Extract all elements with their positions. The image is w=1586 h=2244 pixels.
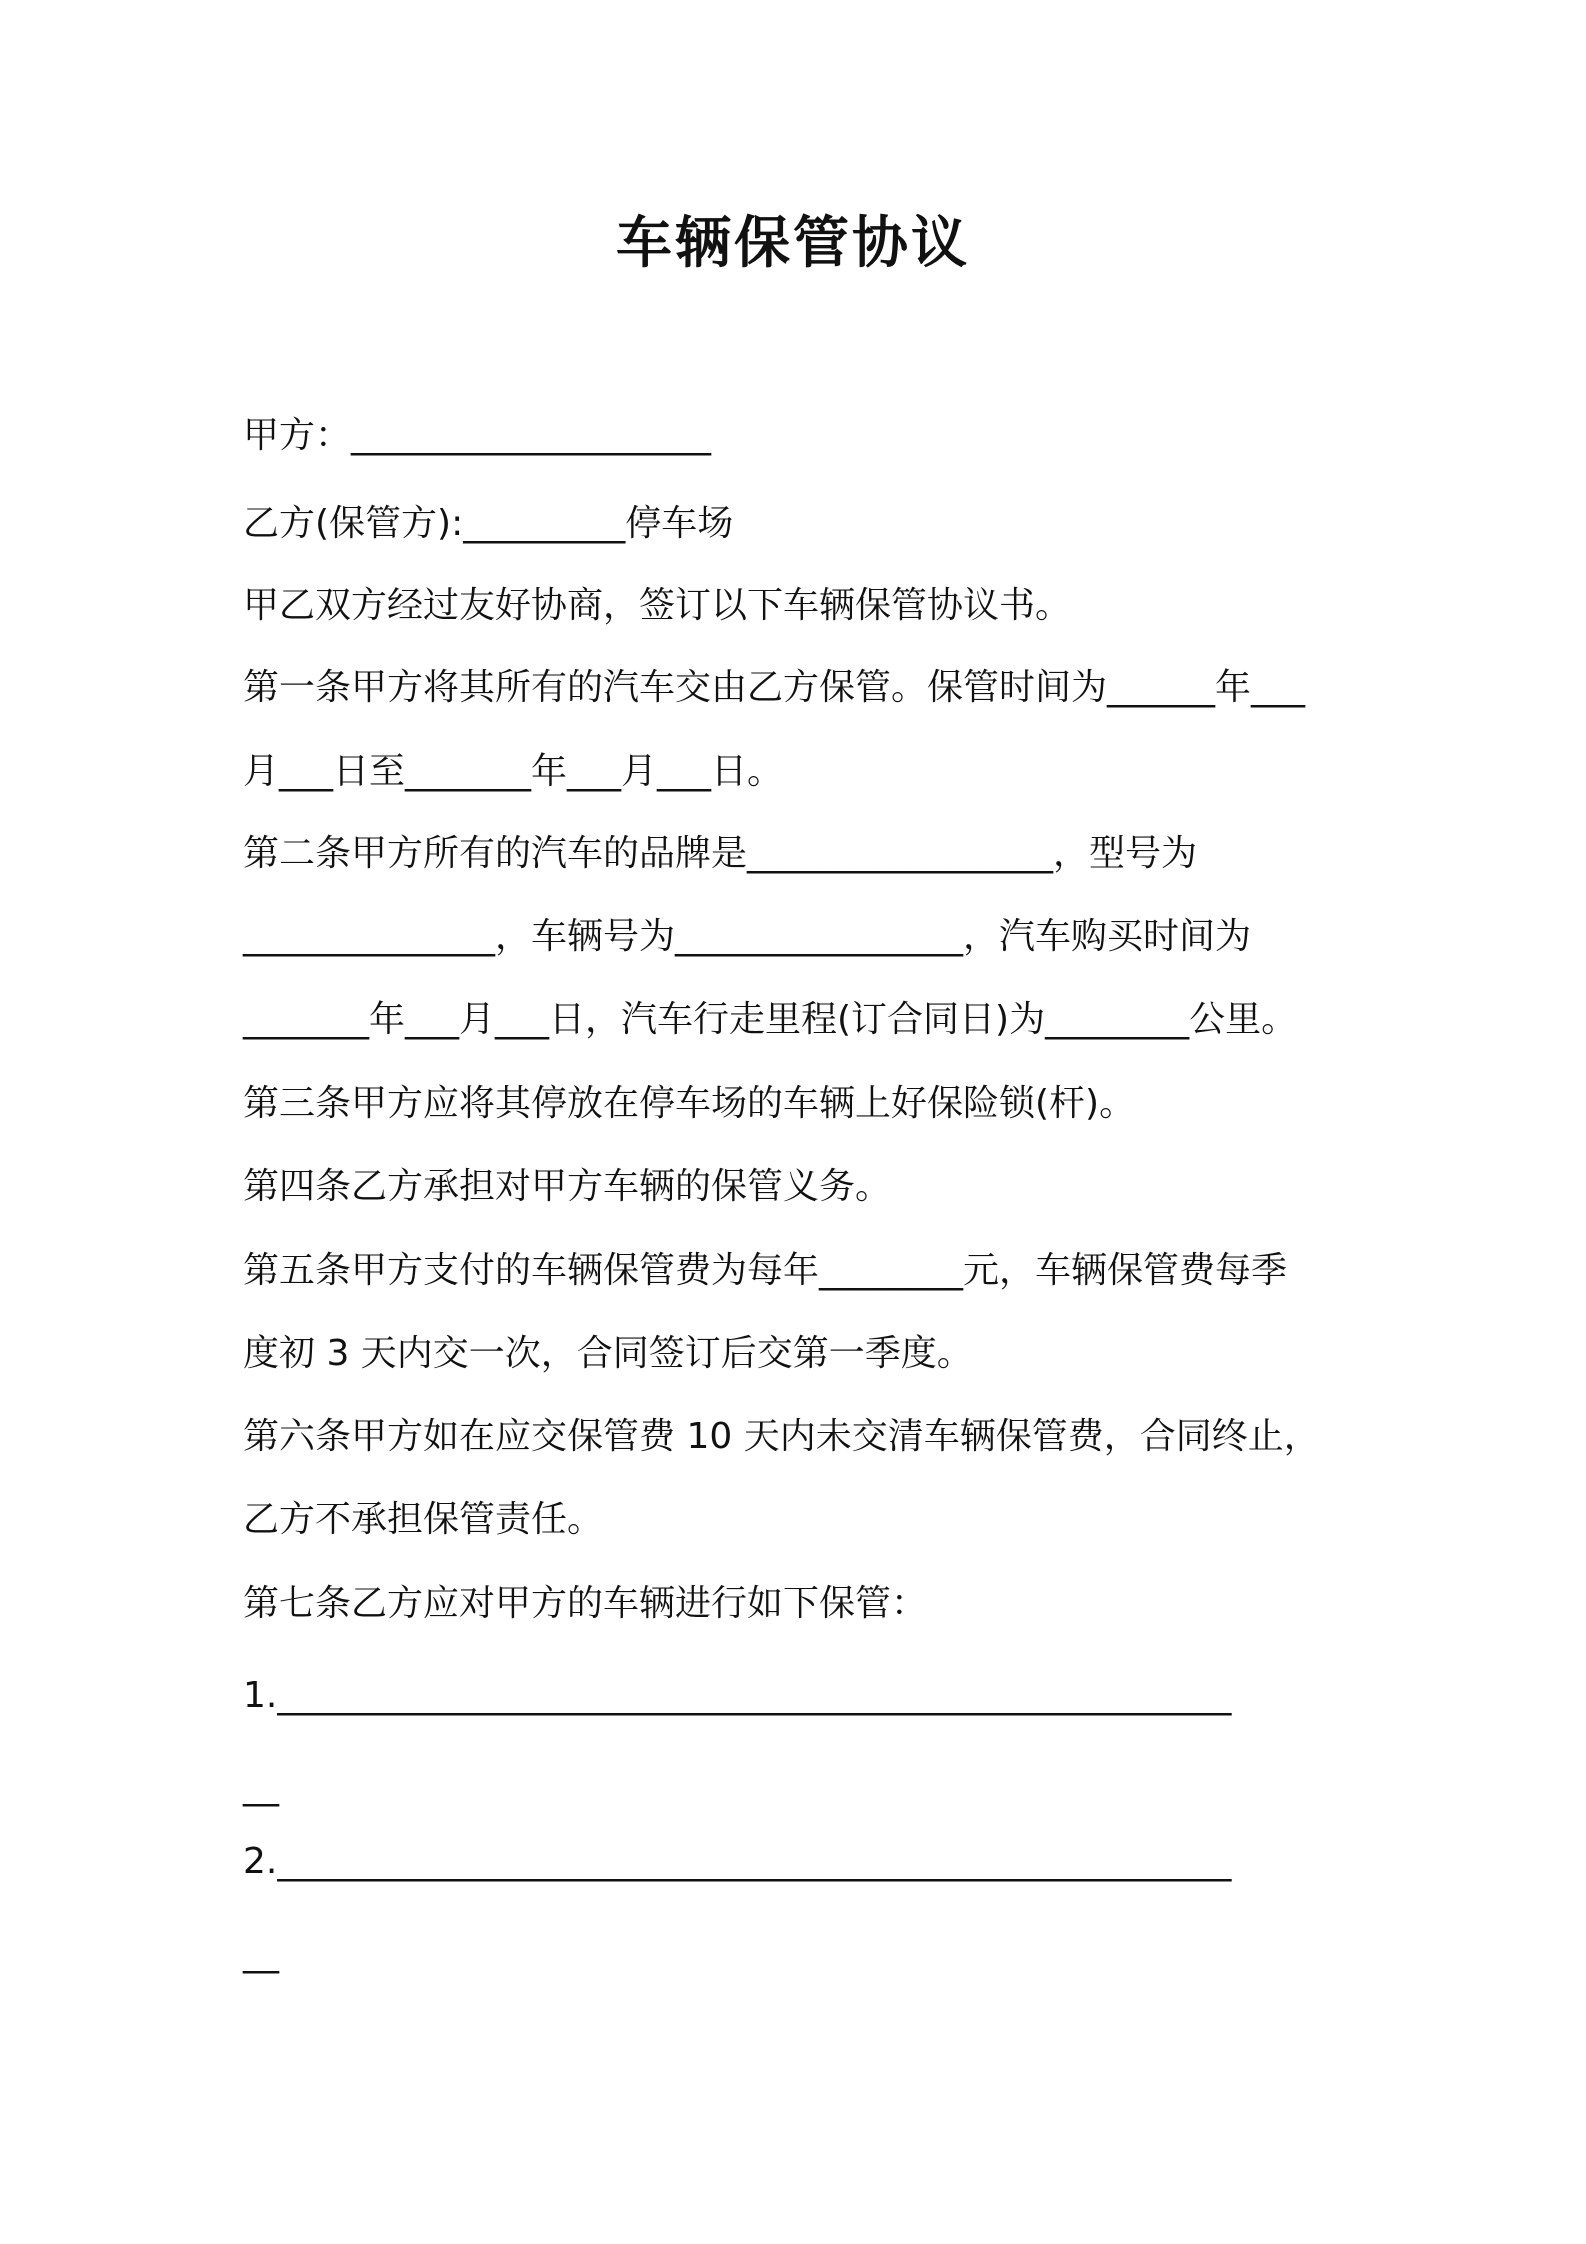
article-1-line-2: 月___日至_______年___月___日。 [243,751,784,792]
clause-1-line-2: __ [243,1766,279,1807]
party-a-line: 甲方：____________________ [243,415,712,456]
article-6-line-2: 乙方不承担保管责任。 [243,1499,604,1540]
clause-2-line-1: 2._____________________________________________________ [243,1841,1232,1882]
preamble-line: 甲乙双方经过友好协商，签订以下车辆保管协议书。 [243,585,1072,626]
article-2-line-2: ______________，车辆号为________________，汽车购买时间为 [243,916,1252,957]
article-7-line: 第七条乙方应对甲方的车辆进行如下保管： [243,1583,928,1624]
article-3-line: 第三条甲方应将其停放在停车场的车辆上好保险锁(杆)。 [243,1083,1136,1124]
party-b-line: 乙方(保管方):_________停车场 [243,503,734,544]
article-4-line: 第四条乙方承担对甲方车辆的保管义务。 [243,1166,892,1207]
article-5-line-2: 度初 3 天内交一次，合同签订后交第一季度。 [243,1333,973,1374]
article-5-line-1: 第五条甲方支付的车辆保管费为每年________元，车辆保管费每季 [243,1250,1288,1291]
article-2-line-3: _______年___月___日，汽车行走里程(订合同日)为________公里。 [243,999,1298,1040]
article-2-line-1: 第二条甲方所有的汽车的品牌是_________________，型号为 [243,833,1198,874]
article-6-line-1: 第六条甲方如在应交保管费 10 天内未交清车辆保管费，合同终止， [243,1416,1320,1457]
clause-2-line-2: __ [243,1933,279,1974]
article-1-line-1: 第一条甲方将其所有的汽车交由乙方保管。保管时间为______年___ [243,667,1306,708]
clause-1-line-1: 1._____________________________________________________ [243,1675,1232,1716]
document-title: 车辆保管协议 [616,211,970,276]
